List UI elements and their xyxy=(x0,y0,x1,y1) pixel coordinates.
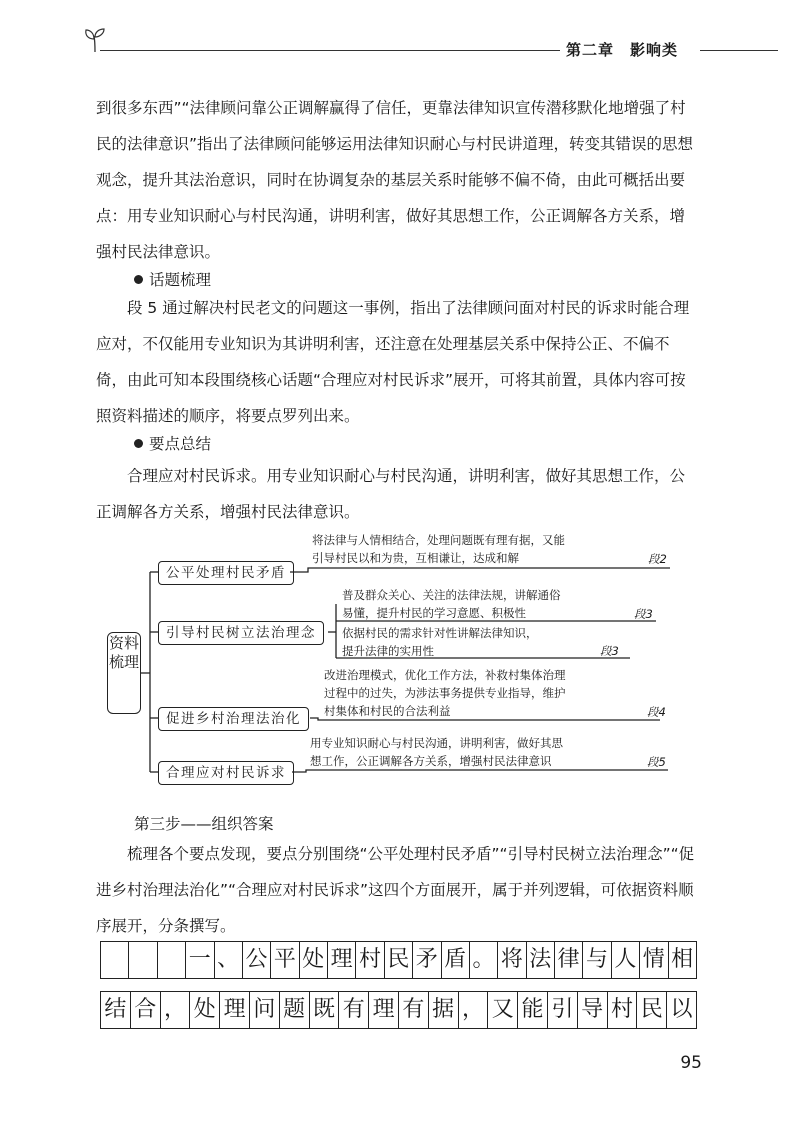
note-branch1-line1: 将法律与人情相结合，处理问题既有理有据，又能 xyxy=(312,533,565,547)
grid-cell: 将 xyxy=(498,942,526,978)
grid-cell: 与 xyxy=(583,942,611,978)
grid-cell: 民 xyxy=(637,992,667,1028)
topic-heading: 话题梳理 xyxy=(134,268,211,292)
grid-cell: 村 xyxy=(356,942,384,978)
grid-cell: 矛 xyxy=(413,942,441,978)
grid-cell: 引 xyxy=(548,992,578,1028)
summary-paragraph: 合理应对村民诉求。用专业知识耐心与村民沟通，讲明利害，做好其思想工作，公正调解各方关系，增强村民法律意识。 xyxy=(96,467,686,521)
grid-cell: ， xyxy=(459,992,489,1028)
header-rule-right xyxy=(700,50,778,51)
grid-cell: 又 xyxy=(488,992,518,1028)
note-branch4-line2: 想工作，公正调解各方关系，增强村民法律意识 xyxy=(310,754,552,768)
note-branch3-line2: 过程中的过失，为涉法事务提供专业指导，维护 xyxy=(324,686,566,700)
seg-label: 段3 xyxy=(634,607,653,621)
grid-cell xyxy=(101,942,129,978)
seg-label: 段5 xyxy=(647,755,666,769)
note-branch2b-line1: 依据村民的需求针对性讲解法律知识， xyxy=(342,626,538,640)
grid-cell: 人 xyxy=(612,942,640,978)
grid-cell: 既 xyxy=(310,992,340,1028)
grid-cell: 一 xyxy=(186,942,214,978)
grid-cell: 有 xyxy=(399,992,429,1028)
answer-grid-row-2 xyxy=(100,991,697,1029)
grid-cell: 。 xyxy=(470,942,498,978)
grid-cell: 处 xyxy=(190,992,220,1028)
grid-cell xyxy=(129,942,157,978)
grid-cell: 相 xyxy=(671,947,694,972)
header-rule-left xyxy=(100,50,560,51)
note-branch4-line1: 用专业知识耐心与村民沟通，讲明利害，做好其思 xyxy=(310,736,563,750)
chapter-title: 第二章 影响类 xyxy=(566,41,679,59)
grid-cell: 合 xyxy=(131,992,161,1028)
grid-cell: 处 xyxy=(300,942,328,978)
grid-cell: 法 xyxy=(527,942,555,978)
grid-cell: 律 xyxy=(555,942,583,978)
grid-cell: 结 xyxy=(101,992,131,1028)
step3-heading: 第三步——组织答案 xyxy=(134,815,274,833)
grid-cell: 理 xyxy=(328,942,356,978)
bullet-icon xyxy=(134,439,143,448)
seg-label: 段2 xyxy=(648,552,667,566)
grid-cell: 公 xyxy=(243,942,271,978)
note-branch2a-line1: 普及群众关心、关注的法律法规，讲解通俗 xyxy=(342,588,561,602)
grid-cell: 民 xyxy=(385,942,413,978)
intro-paragraph: 到很多东西”“法律顾问靠公正调解赢得了信任，更靠法律知识宣传潜移默化地增强了村民的法律意识”指出了法律顾问能够运用法律知识耐心与村民讲道理，转变其错误的思想观念，提升其法治意识，同时在协调复杂的基层关系时能够不偏不倚，由此可概括出要点：用专业知识耐心与村民沟通，讲明利害，做好其思想工作，公正调解各方关系，增强村民法律意识。 xyxy=(96,99,694,261)
note-branch2b-line2: 提升法律的实用性 xyxy=(342,644,434,658)
grid-cell: 导 xyxy=(578,992,608,1028)
topic-paragraph: 段 5 通过解决村民老文的问题这一事例，指出了法律顾问面对村民的诉求时能合理应对，不仅能用专业知识为其讲明利害，还注意在处理基层关系中保持公正、不偏不倚，由此可知本段围绕核心话题“合理应对村民诉求”展开，可将其前置，具体内容可按照资料描述的顺序，将要点罗列出来。 xyxy=(96,299,690,425)
grid-cell: 村 xyxy=(608,992,638,1028)
grid-cell: 以 xyxy=(670,997,693,1022)
grid-cell: 平 xyxy=(271,942,299,978)
summary-heading: 要点总结 xyxy=(134,432,211,456)
mindmap-root: 资料梳理 xyxy=(107,632,141,714)
note-branch2a-line2: 易懂，提升村民的学习意愿、积极性 xyxy=(342,606,526,620)
grid-cell: 有 xyxy=(339,992,369,1028)
grid-cell xyxy=(158,942,186,978)
grid-cell: ， xyxy=(161,992,191,1028)
material-mindmap xyxy=(100,528,700,800)
seg-label: 段3 xyxy=(600,644,619,658)
grid-cell: 盾 xyxy=(442,942,470,978)
grid-cell: 题 xyxy=(280,992,310,1028)
note-branch3-line1: 改进治理模式，优化工作方法，补救村集体治理 xyxy=(324,668,566,682)
grid-cell: 据 xyxy=(429,992,459,1028)
page-number: 95 xyxy=(680,1053,702,1073)
bullet-icon xyxy=(134,275,143,284)
grid-cell: 问 xyxy=(250,992,280,1028)
seg-label: 段4 xyxy=(647,705,666,719)
branch-rule-of-law-awareness: 引导村民树立法治理念 xyxy=(158,621,324,645)
branch-rural-governance: 促进乡村治理法治化 xyxy=(158,707,309,731)
grid-cell: 、 xyxy=(215,942,243,978)
conclusion-paragraph: 梳理各个要点发现，要点分别围绕“公平处理村民矛盾”“引导村民树立法治理念”“促进乡村治理法治化”“合理应对村民诉求”这四个方面展开，属于并列逻辑，可依据资料顺序展开，分条撰写。 xyxy=(96,845,695,935)
note-branch1-line2: 引导村民以和为贵，互相谦让，达成和解 xyxy=(312,551,519,565)
grid-cell: 理 xyxy=(220,992,250,1028)
answer-grid-row-1 xyxy=(100,941,697,979)
grid-cell: 理 xyxy=(369,992,399,1028)
grid-cell: 情 xyxy=(640,942,668,978)
note-branch3-line3: 村集体和村民的合法利益 xyxy=(324,704,451,718)
branch-reasonable-response: 合理应对村民诉求 xyxy=(158,761,294,785)
branch-fair-handling: 公平处理村民矛盾 xyxy=(158,561,294,585)
grid-cell: 能 xyxy=(518,992,548,1028)
